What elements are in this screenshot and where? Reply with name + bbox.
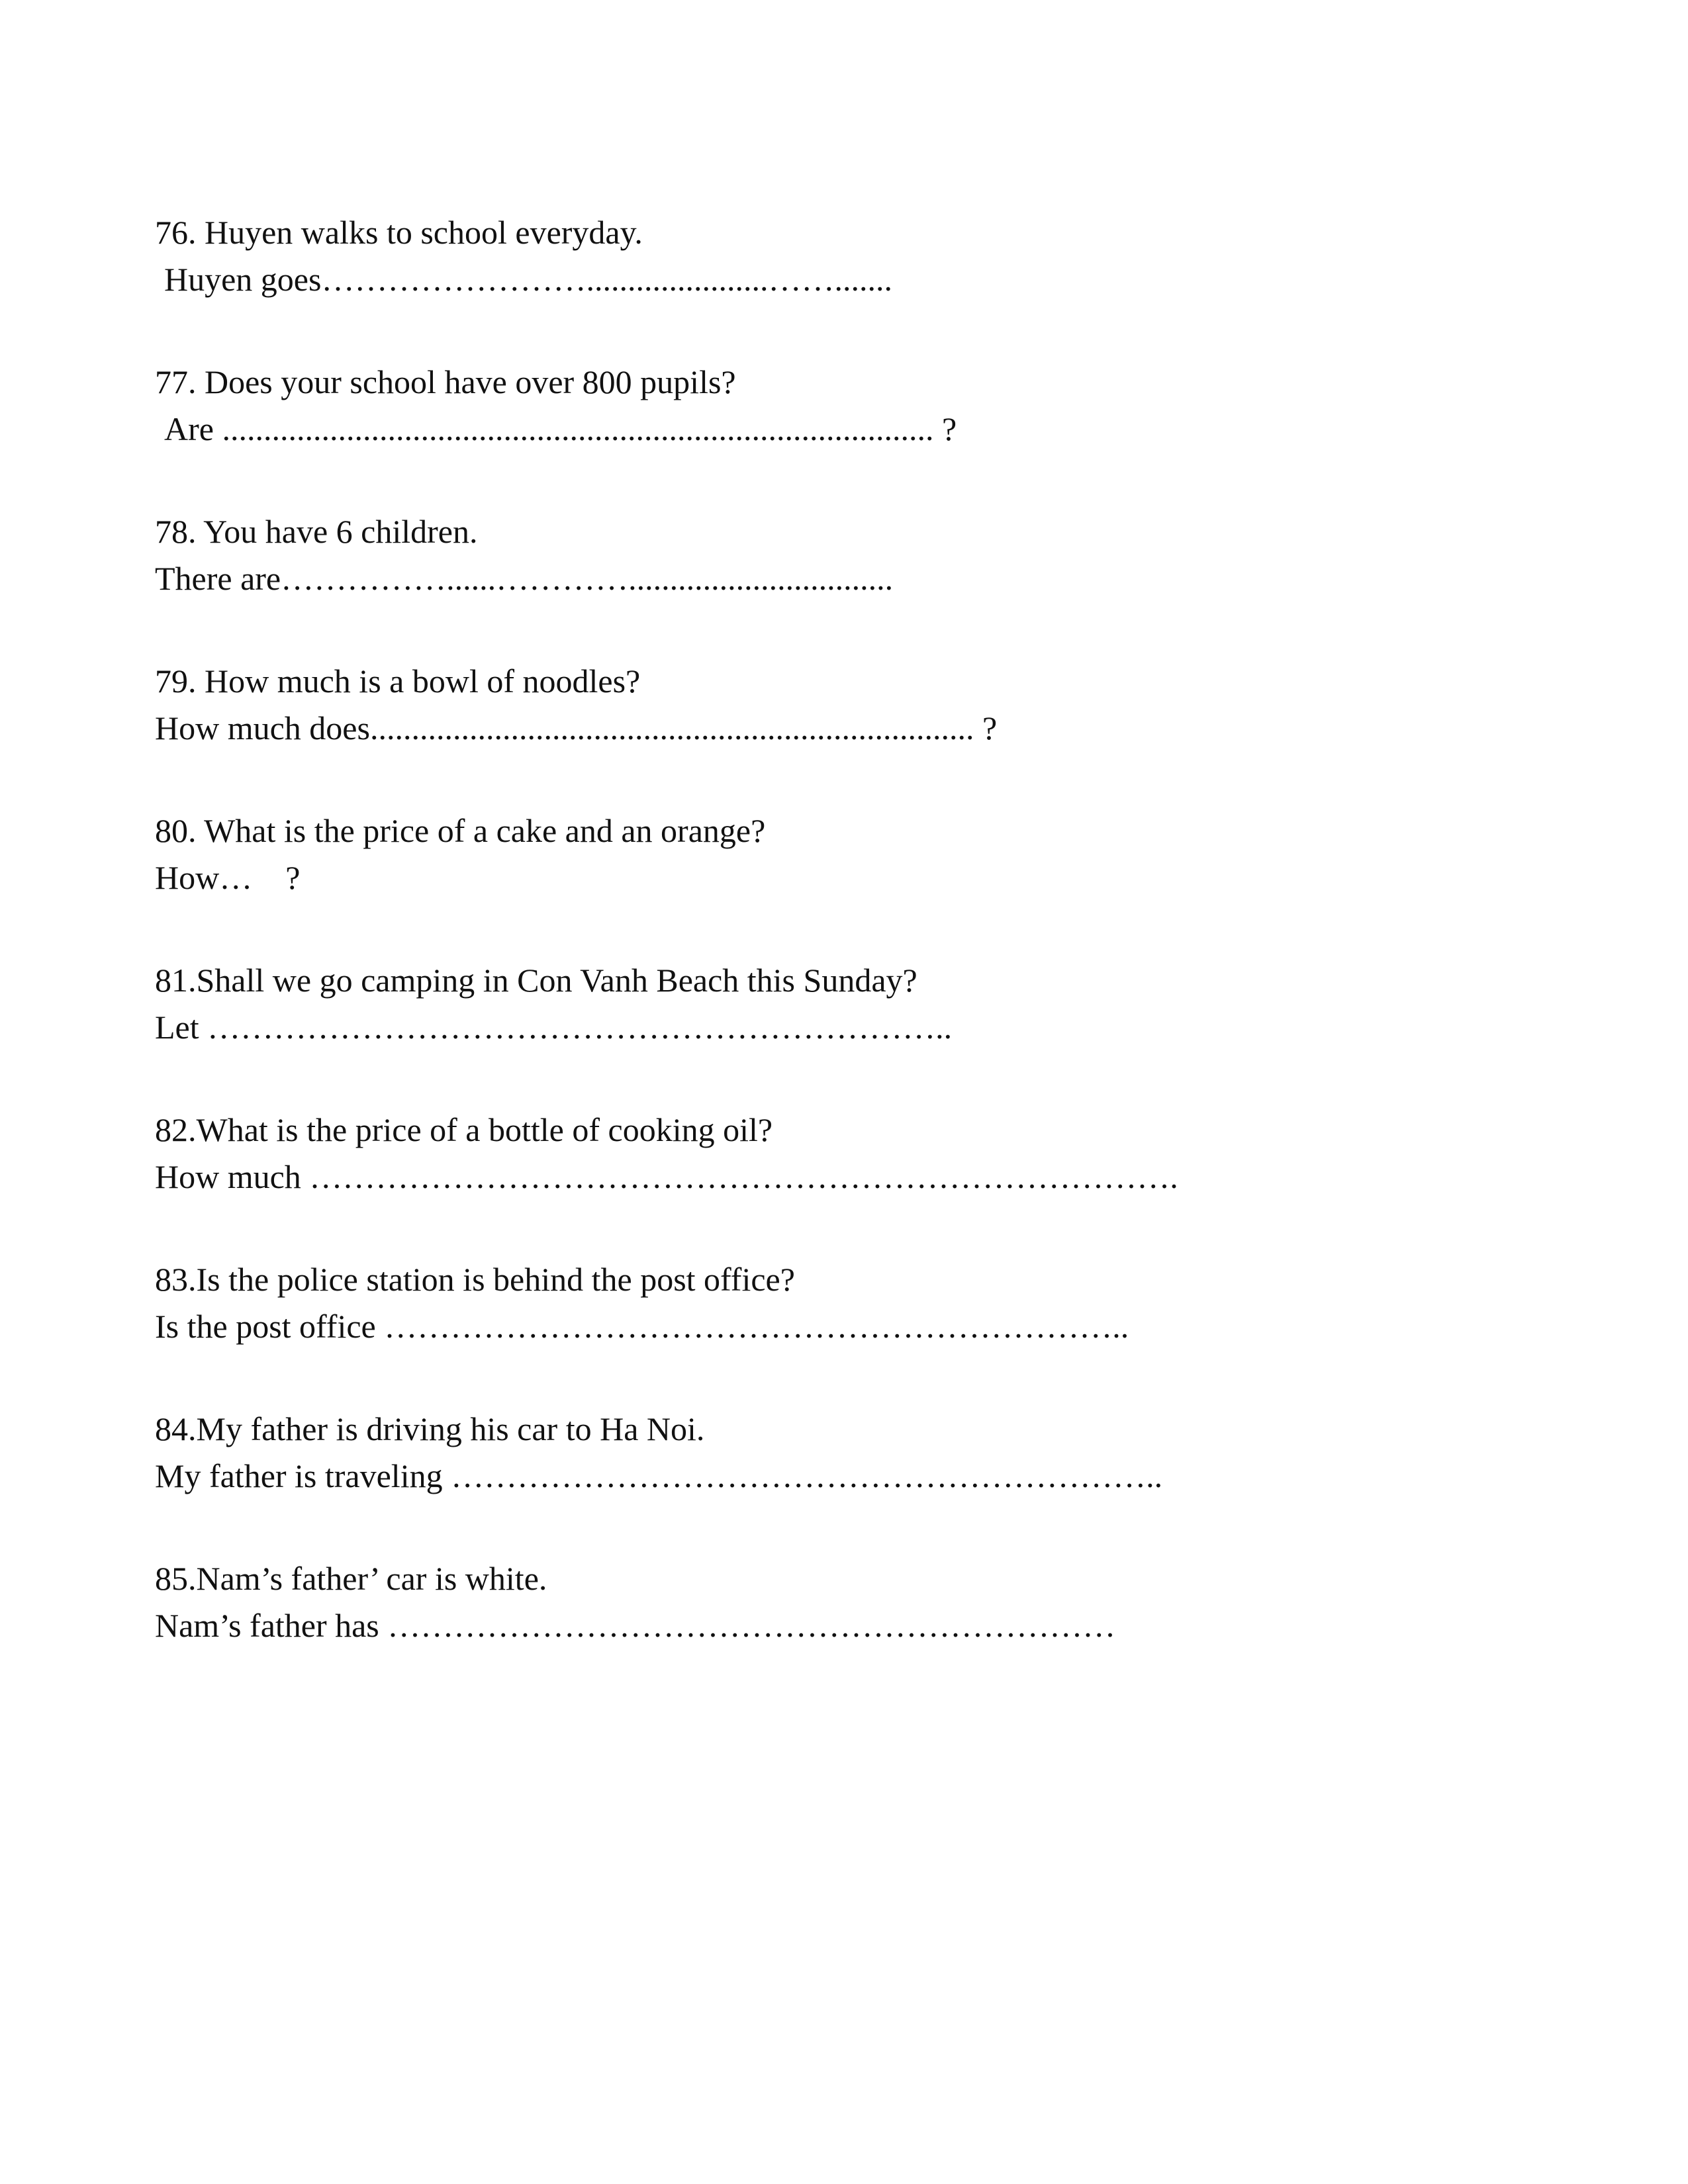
answer-prompt: Are ...................................................................................... ? [164,410,957,447]
question-text: 80. What is the price of a cake and an orange? [155,812,766,849]
exercise-item-79 [155,658,1545,807]
exercise-item-76 [155,209,1545,359]
answer-prompt: My father is traveling ……………………………………………………….. [155,1457,1163,1494]
question-text: 79. How much is a bowl of noodles? [155,662,641,700]
exercise-item-78 [155,508,1545,658]
answer-prompt: There are……………......…………................................ [155,560,894,597]
exercise-item-84 [155,1406,1545,1555]
question-text: 84.My father is driving his car to Ha Noi. [155,1410,705,1447]
question-text: 81.Shall we go camping in Con Vanh Beach this Sunday? [155,962,917,999]
answer-prompt: How much ……………………………………………………………………. [155,1158,1178,1195]
exercise-item-80 [155,807,1545,957]
answer-prompt: Is the post office ………………………………………………………….. [155,1308,1129,1345]
exercise-item-85 [155,1555,1545,1705]
answer-prompt: Huyen goes……………………......................……....... [164,261,892,298]
exercise-list [155,209,1545,1705]
question-text: 85.Nam’s father’ car is white. [155,1560,547,1597]
answer-prompt: Nam’s father has ………………………………………………………… [155,1607,1116,1644]
question-text: 77. Does your school have over 800 pupils? [155,363,736,400]
exercise-item-77 [155,359,1545,508]
answer-prompt: Let ………………………………………………………….. [155,1009,953,1046]
answer-prompt: How much does......................................................................... ? [155,709,998,747]
exercise-item-81 [155,957,1545,1107]
question-text: 78. You have 6 children. [155,513,478,550]
exercise-item-83 [155,1256,1545,1406]
exercise-item-82 [155,1107,1545,1256]
question-text: 83.Is the police station is behind the post office? [155,1261,795,1298]
question-text: 76. Huyen walks to school everyday. [155,214,643,251]
answer-prompt: How… ? [155,859,301,896]
question-text: 82.What is the price of a bottle of cooking oil? [155,1111,773,1148]
